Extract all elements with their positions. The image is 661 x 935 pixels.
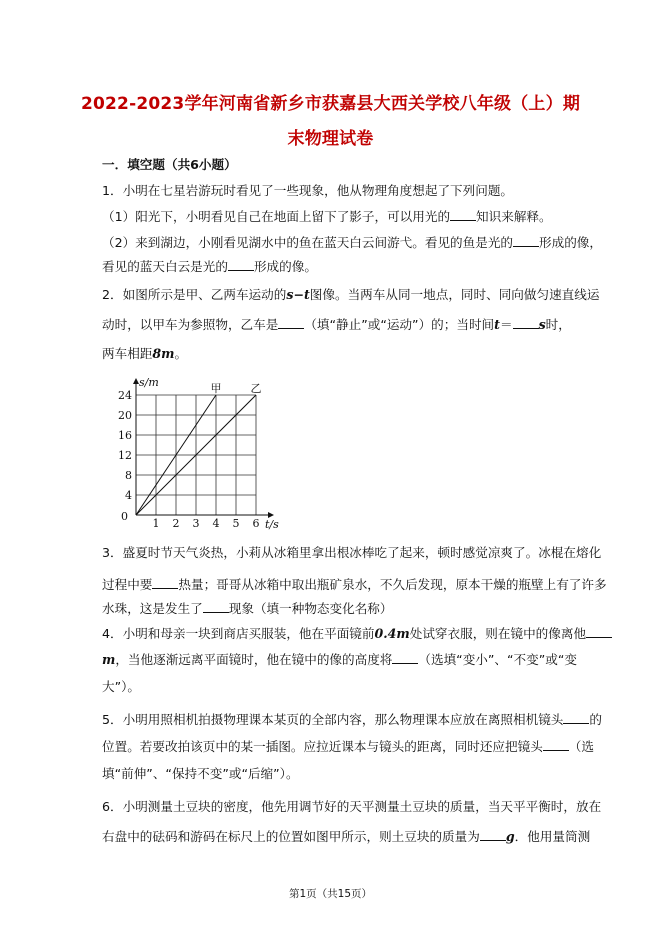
answer-blank <box>392 651 418 664</box>
y-tick-label: 24 <box>118 389 132 402</box>
q5-text-c: 位置。若要改拍该页中的某一插图。应拉近课本与镜头的距离，同时还应把镜头 <box>102 739 543 754</box>
y-tick-label: 4 <box>125 489 132 502</box>
q4-text-a: 4．小明和母亲一块到商店买服装，他在平面镜前 <box>102 626 375 641</box>
q4-text-b: 处试穿衣服，则在镜中的像离他 <box>409 626 587 641</box>
x-tick-label: 5 <box>232 517 240 530</box>
q2-unit-m: 8m <box>152 346 175 361</box>
q2-var-t: t <box>494 317 500 332</box>
q4-unit-m: m <box>102 652 116 667</box>
x-tick-label: 6 <box>252 517 260 530</box>
q1-part1-text-a: （1）阳光下，小明看见自己在地面上留下了影子，可以用光的 <box>102 209 451 224</box>
paper-title-line-2: 末物理试卷 <box>287 129 374 149</box>
answer-blank <box>543 738 569 751</box>
q5-line-3: 填“前伸”、“保持不变”或“后缩”）。 <box>102 766 299 781</box>
q2-text-h: 。 <box>174 346 188 361</box>
q3-text-d: 现象（填一种物态变化名称） <box>228 601 393 616</box>
answer-blank <box>203 600 229 613</box>
y-tick-label: 20 <box>118 409 132 422</box>
origin-label: 0 <box>121 510 128 523</box>
answer-blank <box>228 258 254 271</box>
paper-title-line-1: 2022-2023学年河南省新乡市获嘉县大西关学校八年级（上）期 <box>80 94 581 114</box>
q2-text-c: 动时，以甲车为参照物，乙车是 <box>102 317 279 332</box>
answer-blank <box>278 316 304 329</box>
q2-unit-s: s <box>538 317 546 332</box>
answer-blank <box>563 711 589 724</box>
q3-line-2 <box>102 576 607 593</box>
st-graph <box>118 376 288 531</box>
q2-var-st: s−t <box>286 287 310 302</box>
q2-text-b: 图像。当两车从同一地点，同时、同向做匀速直线运 <box>309 287 600 302</box>
q1-part3-text-b: 形成的像。 <box>253 259 317 274</box>
q6-text-a: 右盘中的砝码和游码在标尺上的位置如图甲所示，则土豆块的质量为 <box>102 829 480 844</box>
q3-text-a: 过程中要 <box>102 577 153 592</box>
q2-text-a: 2．如图所示是甲、乙两车运动的 <box>102 287 287 302</box>
q2-line-2 <box>102 316 571 333</box>
x-axis-label: t/s <box>265 518 279 531</box>
q6-line-1: 6．小明测量土豆块的密度，他先用调节好的天平测量土豆块的质量，当天平平衡时，放在 <box>102 799 602 814</box>
q3-text-c: 水珠，这是发生了 <box>102 601 203 616</box>
q3-line-1: 3．盛夏时节天气炎热，小莉从冰箱里拿出根冰棒吃了起来，顿时感觉凉爽了。冰棍在熔化 <box>102 545 602 560</box>
q5-text-a: 5．小明用照相机拍摄物理课本某页的全部内容，那么物理课本应放在离照相机镜头 <box>102 712 564 727</box>
answer-blank <box>480 828 506 841</box>
x-tick-label: 1 <box>152 517 160 530</box>
q1-stem: 1．小明在七星岩游玩时看见了一些现象，他从物理角度想起了下列问题。 <box>102 183 514 198</box>
y-tick-label: 12 <box>118 449 132 462</box>
answer-blank <box>450 208 476 221</box>
q5-line-2 <box>102 738 594 755</box>
q6-line-2 <box>102 828 590 845</box>
q3-text-b: 热量；哥哥从冰箱中取出瓶矿泉水，不久后发现，原本干燥的瓶壁上有了许多 <box>178 577 607 592</box>
q5-text-b: 的 <box>589 712 602 727</box>
section-heading: 一．填空题（共6小题） <box>102 157 237 172</box>
page-footer: 第1页（共15页） <box>288 888 373 900</box>
q5-line-1 <box>102 711 602 728</box>
q1-part2-text-b: 形成的像， <box>539 235 602 250</box>
q1-part2-cont <box>102 258 317 275</box>
q3-line-3 <box>102 600 392 617</box>
q4-text-d: （选填“变小”、“不变”或“变 <box>418 652 577 667</box>
q1-part3-text-a: 看见的蓝天白云是光的 <box>102 259 228 274</box>
q1-part1 <box>102 208 552 225</box>
q4-distance: 0.4m <box>374 626 410 641</box>
q2-text-g: 两车相距 <box>102 346 153 361</box>
x-tick-label: 3 <box>192 517 200 530</box>
q4-line-3: 大”）。 <box>102 679 141 694</box>
q4-line-2 <box>102 651 577 668</box>
answer-blank <box>586 625 612 638</box>
y-tick-label: 8 <box>125 469 132 482</box>
q6-unit-g: g <box>505 829 515 844</box>
y-axis-label: s/m <box>139 376 159 389</box>
answer-blank <box>513 316 539 329</box>
q2-line-1 <box>102 287 599 303</box>
q5-text-d: （选 <box>568 739 594 754</box>
answer-blank <box>513 234 539 247</box>
q1-part2 <box>102 234 602 251</box>
q1-part2-text-a: （2）来到湖边，小刚看见湖水中的鱼在蓝天白云间游弋。看见的鱼是光的 <box>102 235 514 250</box>
series-label-1: 甲 <box>210 382 222 395</box>
q6-text-b: ．他用量筒测 <box>514 829 591 844</box>
q2-text-e: ＝ <box>499 317 513 332</box>
x-tick-label: 4 <box>212 517 220 530</box>
series-label-2: 乙 <box>250 382 262 395</box>
q4-line-1 <box>102 625 612 642</box>
x-tick-label: 2 <box>172 517 180 530</box>
q1-part1-text-b: 知识来解释。 <box>476 209 552 224</box>
answer-blank <box>152 576 178 589</box>
q2-line-3 <box>102 346 187 362</box>
q4-text-c: ，当他逐渐远离平面镜时，他在镜中的像的高度将 <box>115 652 393 667</box>
q2-text-f: 时， <box>545 317 571 332</box>
y-tick-label: 16 <box>118 429 132 442</box>
q2-text-d: （填“静止”或“运动”）的；当时间 <box>304 317 495 332</box>
